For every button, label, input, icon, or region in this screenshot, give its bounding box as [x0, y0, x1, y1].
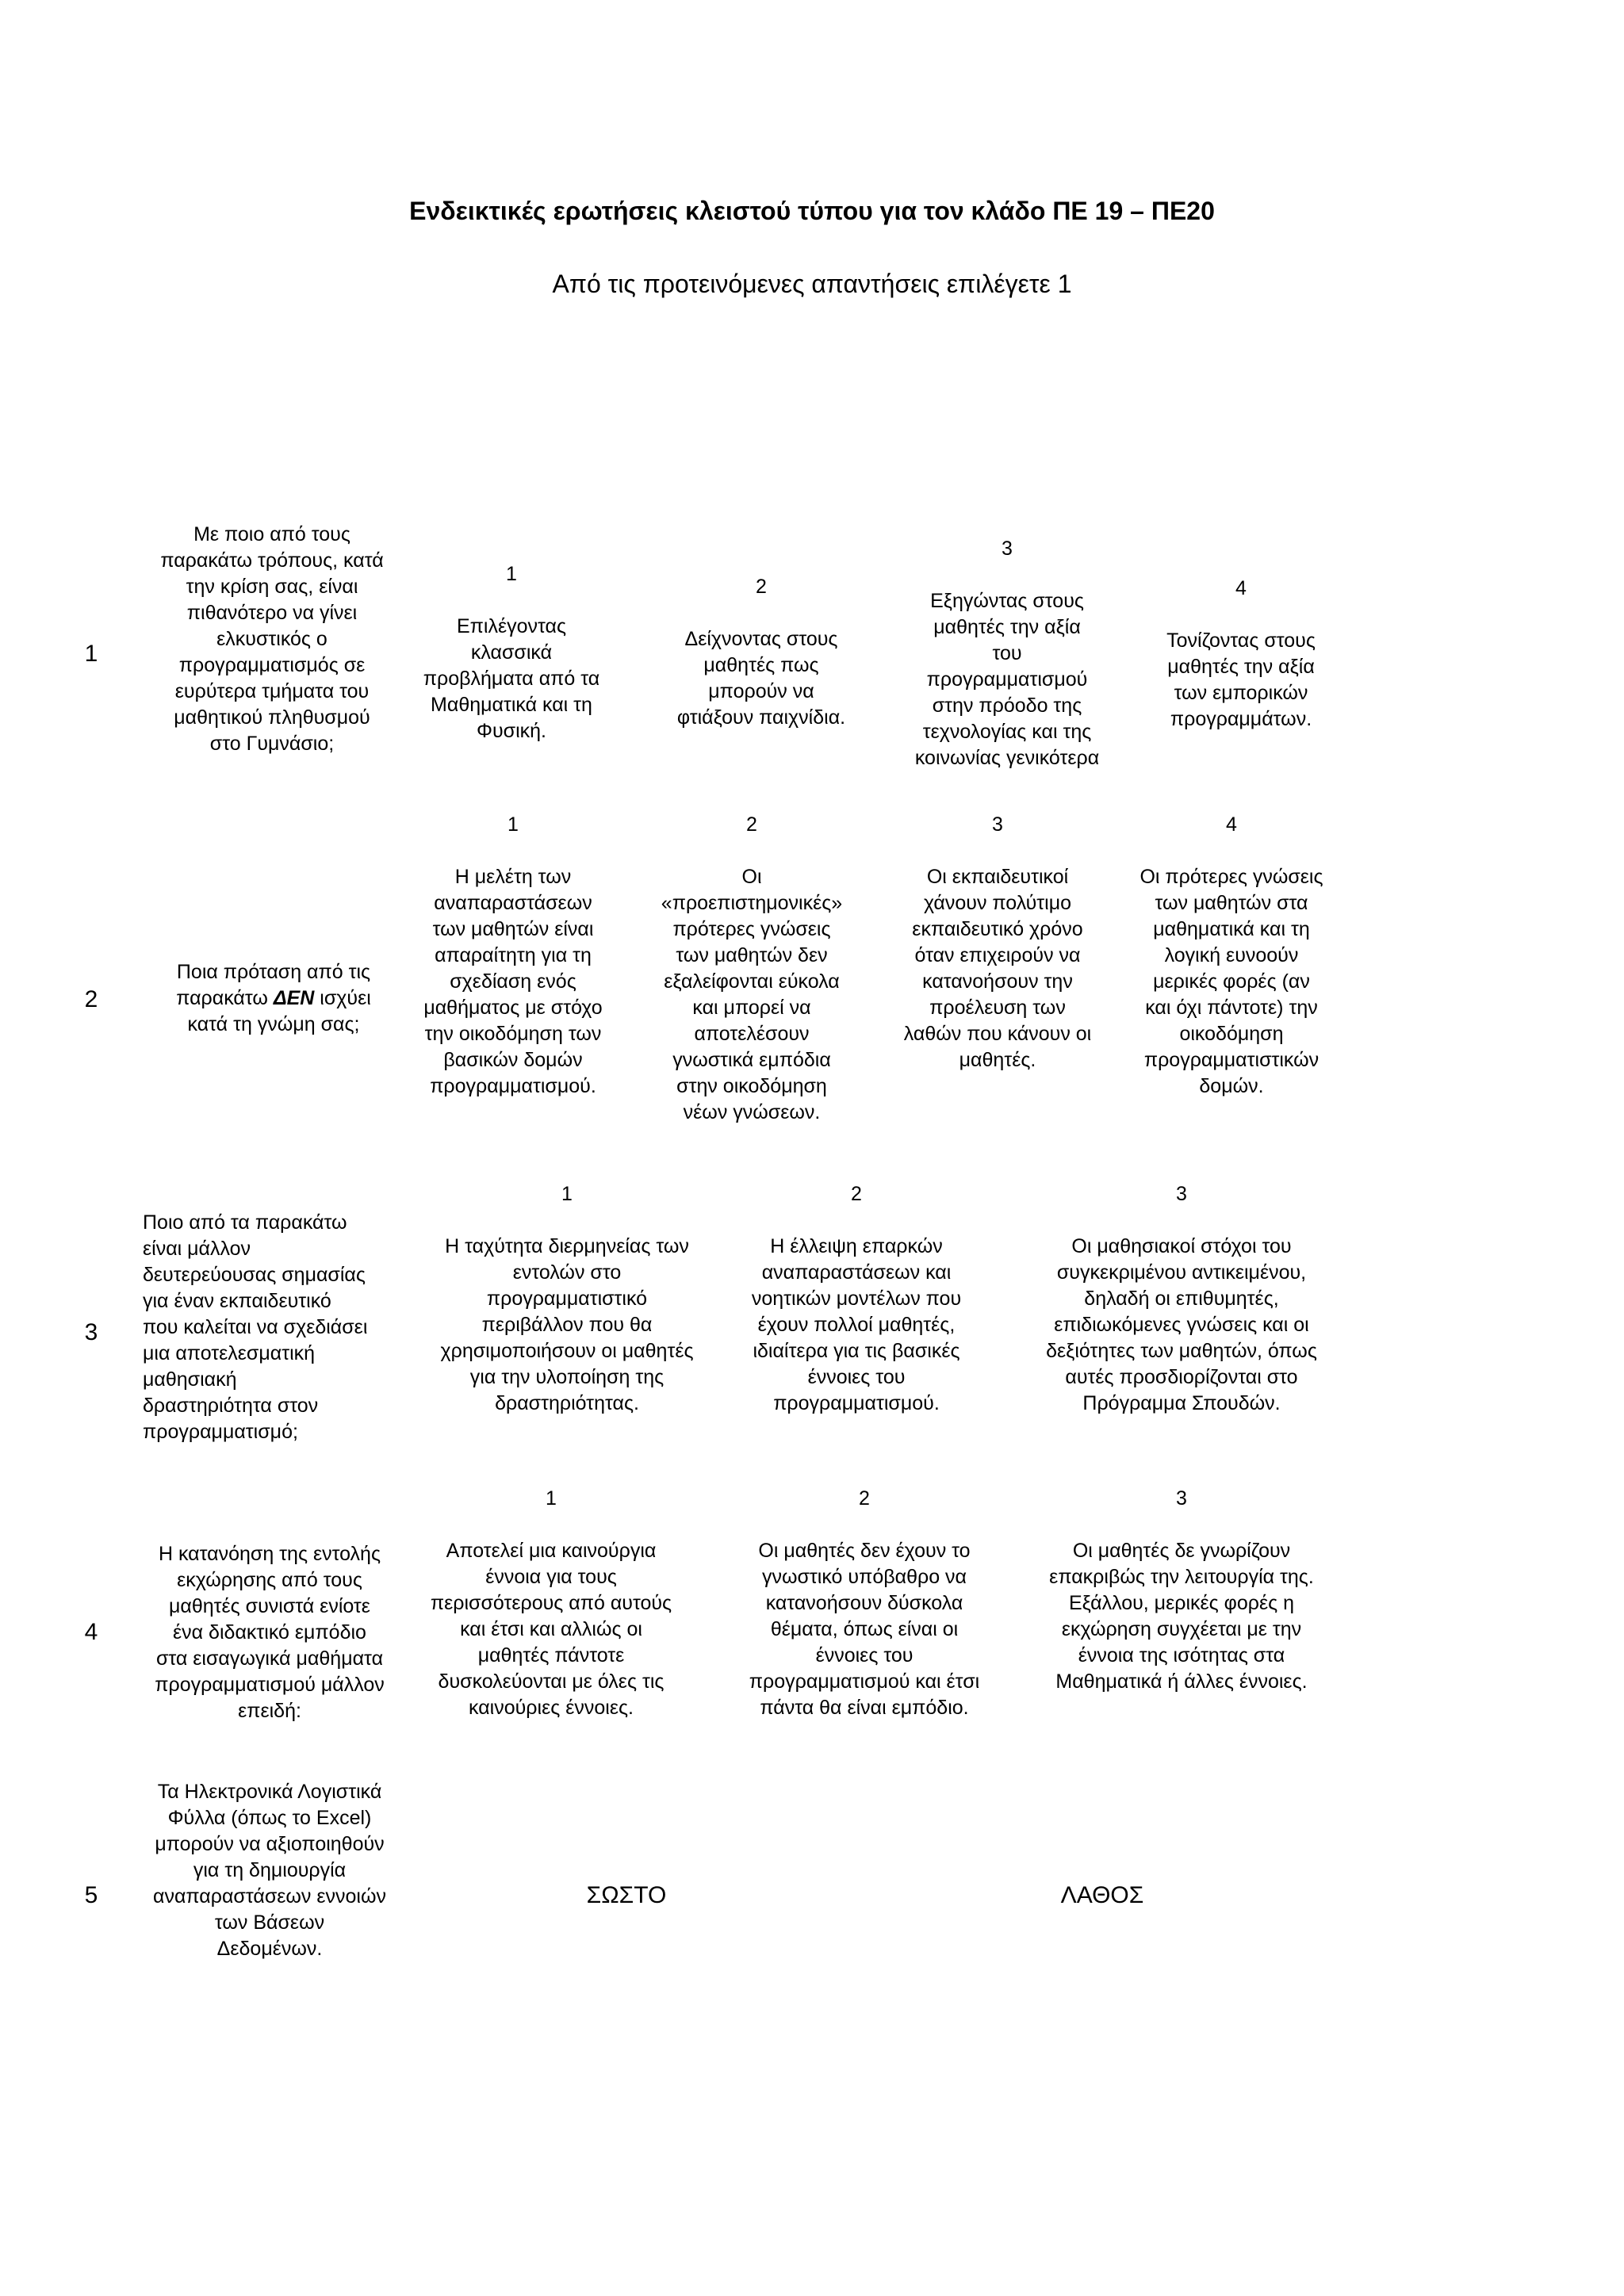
- option-number: 2: [851, 1183, 862, 1205]
- question-5-number: 5: [84, 1882, 98, 1908]
- option-number: 3: [1002, 538, 1013, 560]
- option-number: 2: [756, 576, 767, 598]
- option-text: Αποτελεί μια καινούργια έννοια για τους περισσότερους από αυτούς και έτσι και αλλιώς οι μαθητές πάντοτε δυσκολεύονται με όλες τις καινούριες έννοιες.: [430, 1540, 672, 1719]
- question-1-option-2[interactable]: [666, 574, 856, 731]
- page-title: Ενδεικτικές ερωτήσεις κλειστού τύπου για τον κλάδο ΠΕ 19 – ΠΕ20: [409, 197, 1215, 225]
- question-2-option-3[interactable]: [887, 812, 1109, 1073]
- option-number: 1: [561, 1183, 573, 1205]
- option-text: Η ταχύτητα διερμηνείας των εντολών στο προγραμματιστικό περιβάλλον που θα χρησιμοποιήσουν οι μαθητές για την υλοποίηση της δραστηριότητας.: [440, 1235, 694, 1414]
- question-2-text-content: [176, 959, 371, 1038]
- question-5-text: [135, 1779, 404, 1962]
- option-number: 4: [1226, 813, 1237, 836]
- question-2-negation: ΔΕΝ: [273, 987, 315, 1009]
- option-number: 3: [992, 813, 1003, 836]
- option-text: Εξηγώντας στους μαθητές την αξία του προγραμματισμού στην πρόοδο της τεχνολογίας και της κοινωνίας γενικότερα: [914, 590, 1100, 769]
- option-text: Οι εκπαιδευτικοί χάνουν πολύτιμο εκπαιδευτικό χρόνο όταν επιχειρούν να κατανοήσουν την προέλευση των λαθών που κάνουν οι μαθητές.: [903, 866, 1092, 1071]
- option-number: 2: [746, 813, 757, 836]
- option-text: Οι μαθητές δεν έχουν το γνωστικό υπόβαθρο να κατανοήσουν δύσκολα θέματα, όπως είναι οι έννοιες του προγραμματισμού και έτσι πάντα θα είναι εμπόδιο.: [749, 1540, 980, 1719]
- question-2-option-1[interactable]: [414, 812, 612, 1100]
- option-number: 1: [508, 813, 519, 836]
- question-1-number: 1: [84, 641, 98, 667]
- question-5-text-content: Τα Ηλεκτρονικά Λογιστικά Φύλλα (όπως το Excel) μπορούν να αξιοποιηθούν για τη δημιουργία αναπαραστάσεων εννοιών των Βάσεων Δεδομένων.: [153, 1781, 386, 1960]
- option-text: Η έλλειψη επαρκών αναπαραστάσεων και νοητικών μοντέλων που έχουν πολλοί μαθητές, ιδιαίτερα για τις βασικές έννοιες του προγραμματισμού.: [751, 1235, 962, 1414]
- false-option[interactable]: ΛΑΘΟΣ: [1060, 1882, 1144, 1908]
- option-text: Η μελέτη των αναπαραστάσεων των μαθητών είναι απαραίτητη για τη σχεδίαση ενός μαθήματος με στόχο την οικοδόμηση των βασικών δομών προγραμματισμού.: [423, 866, 603, 1097]
- question-2-option-2[interactable]: [649, 812, 855, 1126]
- question-1-option-3[interactable]: [896, 536, 1118, 771]
- question-1-text-content: Με ποιο από τους παρακάτω τρόπους, κατά την κρίση σας, είναι πιθανότερο να γίνει ελκυστικός ο προγραμματισμός σε ευρύτερα τμήματα του μαθητικού πληθυσμού στο Γυμνάσιο;: [160, 523, 384, 755]
- option-number: 2: [859, 1487, 870, 1510]
- question-2-text-after: ισχύει κατά τη γνώμη σας;: [187, 987, 371, 1035]
- option-text: Τονίζοντας στους μαθητές την αξία των εμπορικών προγραμμάτων.: [1166, 629, 1316, 730]
- question-3-number: 3: [84, 1319, 98, 1345]
- question-2-number: 2: [84, 986, 98, 1012]
- question-2-option-4[interactable]: [1116, 812, 1346, 1100]
- page-subtitle: Από τις προτεινόμενες απαντήσεις επιλέγετε 1: [552, 270, 1072, 298]
- option-text: Οι πρότερες γνώσεις των μαθητών στα μαθηματικά και τη λογική ευνοούν μερικές φορές (αν και όχι πάντοτε) την οικοδόμηση προγραμματιστικών δομών.: [1139, 866, 1323, 1097]
- question-2-text-before: Ποια πρόταση από τις παρακάτω: [176, 961, 371, 1009]
- option-number: 3: [1176, 1487, 1187, 1510]
- option-text: Επιλέγοντας κλασσικά προβλήματα από τα Μαθηματικά και τη Φυσική.: [423, 615, 600, 742]
- question-3-option-1[interactable]: [416, 1181, 718, 1417]
- question-4-option-2[interactable]: [730, 1486, 999, 1721]
- option-text: Δείχνοντας στους μαθητές πως μπορούν να φτιάξουν παιχνίδια.: [676, 628, 846, 729]
- question-4-option-3[interactable]: [1031, 1486, 1332, 1695]
- question-3-text: [143, 1210, 396, 1445]
- option-number: 1: [506, 563, 517, 585]
- question-1-option-4[interactable]: [1142, 576, 1340, 733]
- question-3-text-content: Ποιο από τα παρακάτω είναι μάλλον δευτερεύουσας σημασίας για έναν εκπαιδευτικό που καλείται να σχεδιάσει μια αποτελεσματική μαθησιακή δραστηριότητα στον προγραμματισμό;: [143, 1211, 368, 1443]
- question-3-option-2[interactable]: [730, 1181, 983, 1417]
- question-4-option-1[interactable]: [420, 1486, 682, 1721]
- question-1-option-1[interactable]: [420, 561, 603, 744]
- option-text: Οι μαθησιακοί στόχοι του συγκεκριμένου αντικειμένου, δηλαδή οι επιθυμητές, επιδιωκόμενες γνώσεις και οι δεξιότητες των μαθητών, όπως αυτές προσδιορίζονται στο Πρόγραμμα Σπουδών.: [1046, 1235, 1317, 1414]
- option-number: 1: [546, 1487, 557, 1510]
- question-3-option-3[interactable]: [1023, 1181, 1340, 1417]
- option-text: Οι «προεπιστημονικές» πρότερες γνώσεις των μαθητών δεν εξαλείφονται εύκολα και μπορεί να αποτελέσουν γνωστικά εμπόδια στην οικοδόμηση νέων γνώσεων.: [661, 866, 843, 1123]
- question-2-text: [151, 959, 396, 1038]
- question-4-number: 4: [84, 1619, 98, 1645]
- question-1-text: [141, 522, 403, 757]
- true-option[interactable]: ΣΩΣΤΟ: [586, 1882, 667, 1908]
- question-4-text: [135, 1541, 404, 1724]
- option-number: 4: [1235, 577, 1247, 599]
- option-text: Οι μαθητές δε γνωρίζουν επακριβώς την λειτουργία της. Εξάλλου, μερικές φορές η εκχώρηση συγχέεται με την έννοια της ισότητας στα Μαθηματικά ή άλλες έννοιες.: [1049, 1540, 1314, 1693]
- question-4-text-content: Η κατανόηση της εντολής εκχώρησης από τους μαθητές συνιστά ενίοτε ένα διδακτικό εμπόδιο στα εισαγωγικά μαθήματα προγραμματισμού μάλλον επειδή:: [155, 1543, 385, 1722]
- option-number: 3: [1176, 1183, 1187, 1205]
